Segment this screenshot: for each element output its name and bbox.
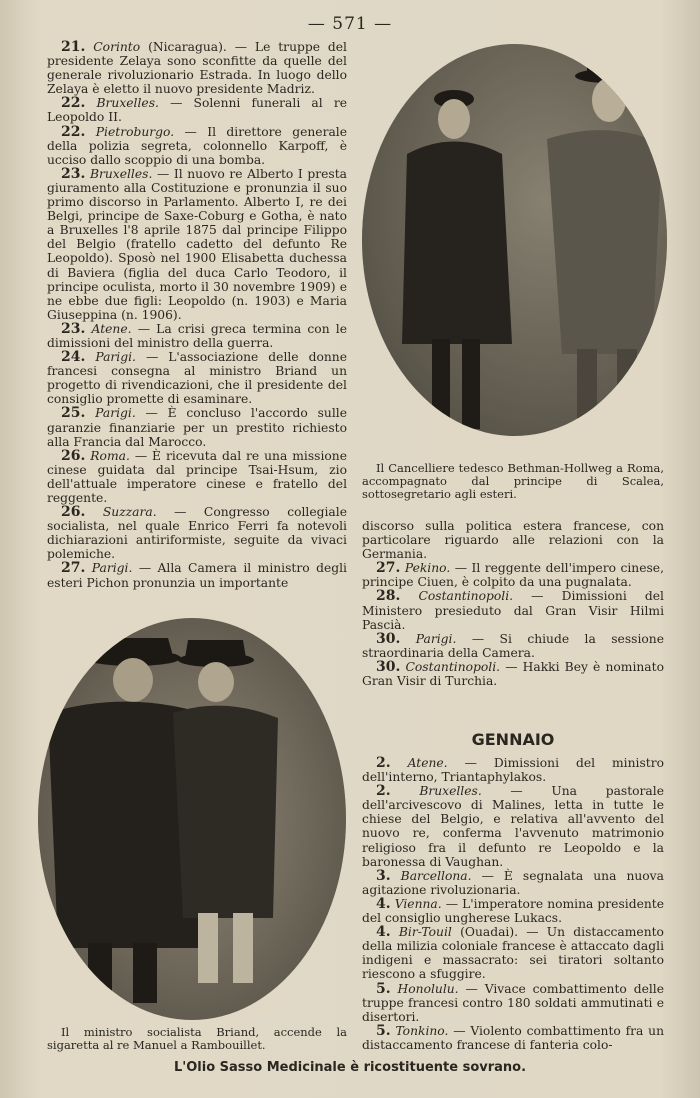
entry-text: — Violento combattimento fra un distaccamento francese di fanteria colo- xyxy=(362,1023,664,1052)
entry-date: 2. xyxy=(376,755,391,771)
entry-place: Suzzara. xyxy=(102,505,157,520)
entry-place: Tonkino. xyxy=(395,1023,449,1038)
entry xyxy=(362,756,664,784)
entry-place: Pietroburgo. xyxy=(95,124,175,139)
entry-place: Bir-Touil xyxy=(398,925,452,940)
entry xyxy=(362,589,664,631)
entry-text: — Il reggente dell'impero cinese, principe Ciuen, è colpito da una pugnalata. xyxy=(362,561,664,590)
footer-advertisement: L'Olio Sasso Medicinale è ricostituente sovrano. xyxy=(173,1060,527,1075)
entry-date: 4. xyxy=(376,895,391,912)
entry-place: Atene. xyxy=(407,756,448,770)
entry-text: — È ricevuta dal re una missione cinese guidata dal principe Tsai-Hsum, zio dell'attuale imperatore cinese e fratello del reggente. xyxy=(47,448,347,505)
entry-date: 24. xyxy=(61,349,86,366)
entry-place: Vienna. xyxy=(394,896,442,911)
entry-date: 28. xyxy=(376,588,401,605)
entry-date: 2. xyxy=(376,783,391,800)
entry-date: 21. xyxy=(61,39,86,55)
entry-place: Parigi. xyxy=(95,350,136,365)
entry-date: 27. xyxy=(61,560,86,577)
entry xyxy=(362,1024,664,1052)
entry xyxy=(47,406,347,448)
entry-date: 3. xyxy=(376,867,391,884)
entry-date: 5. xyxy=(376,980,391,997)
entry-text: — L'associazione delle donne francesi consegna al ministro Briand un progetto di rivendicazioni, che il presidente del consiglio promette di esaminare. xyxy=(47,350,347,407)
entry-date: 23. xyxy=(61,165,86,182)
entry xyxy=(47,125,347,167)
entry xyxy=(362,982,664,1024)
section-title-gennaio: GENNAIO xyxy=(471,730,555,749)
entry-place: Parigi. xyxy=(95,406,136,421)
entry xyxy=(362,869,664,897)
entry xyxy=(47,40,347,96)
entry-text: — Hakki Bey è nominato Gran Visir di Turchia. xyxy=(362,659,664,689)
right-column-gennaio xyxy=(362,756,664,1052)
entry-text: — È segnalata una nuova agitazione rivoluzionaria. xyxy=(362,868,664,897)
entry-text: — Una pastorale dell'arcivescovo di Malines, letta in tutte le chiese del Belgio, e relativa all'avvento del nuovo re, conferma l'avvenuto matrimonio religioso fra il defunto re Leopoldo e la baronessa di Vaughan. xyxy=(362,784,664,869)
entry-place: Bruxelles. xyxy=(419,784,482,799)
entry-text: (Ouadai). — Un distaccamento della milizia coloniale francese è attaccato dagli indigeni e massacrato: sei tiratori soltanto riescono a sfuggire. xyxy=(362,925,664,982)
entry xyxy=(47,96,347,124)
photo-figures-illustration xyxy=(362,44,667,436)
right-column-middle xyxy=(362,519,664,688)
photo-caption-bottom: Il ministro socialista Briand, accende la sigaretta al re Manuel a Rambouillet. xyxy=(47,1025,347,1052)
entry xyxy=(47,505,347,561)
entry xyxy=(362,784,664,869)
entry-text: — È concluso l'accordo sulle garanzie finanziarie per un prestito richiesto alla Francia dal Marocco. xyxy=(47,406,347,449)
entry-date: 23. xyxy=(61,320,86,337)
entry-place: Roma. xyxy=(90,448,130,463)
entry-text: — Il nuovo re Alberto I presta giuramento alla Costituzione e pronunzia il suo primo discorso in Parlamento. Alberto I, re dei Belgi, principe de Saxe-Coburg e Gotha, è nato a Bruxelles l'8 aprile 1875 dal principe Filippo del Belgio (fratello cadetto del defunto Re Leopoldo). Sposò nel 1900 Elisabetta duchessa di Baviera (figlia del duca Carlo Teodoro, il principe oculista, morto il 30 novembre 1909) e ne ebbe due figli: Leopoldo (n. 1903) e Maria Giuseppina (n. 1906). xyxy=(47,166,347,322)
entry-place: Parigi. xyxy=(91,561,133,576)
entry-date: 30. xyxy=(376,658,401,675)
page-number: — 571 — xyxy=(307,14,393,34)
entry-text: — Congresso collegiale socialista, nel quale Enrico Ferri fa notevoli dichiarazioni antiriformiste, seguite da vivaci polemiche. xyxy=(47,505,347,562)
entry xyxy=(47,167,347,322)
entry-place: Costantinopoli. xyxy=(418,589,514,604)
entry xyxy=(362,660,664,688)
entry-date: 4. xyxy=(376,924,391,941)
entry xyxy=(47,322,347,350)
entry-text: — Dimissioni del Ministero presieduto dal Gran Visir Hilmi Pascià. xyxy=(362,589,664,632)
entry xyxy=(47,561,347,589)
entry-text: — Si chiude la sessione straordinaria della Camera. xyxy=(362,631,664,660)
entry-place: Atene. xyxy=(91,321,132,336)
entry-date: 5. xyxy=(376,1022,391,1039)
entry-date: 26. xyxy=(61,504,86,521)
entry-date: 22. xyxy=(61,123,86,140)
entry-continuation: discorso sulla politica estera francese, con particolare riguardo alle relazioni con la Germania. xyxy=(362,519,664,562)
entry-text: — La crisi greca termina con le dimissioni del ministro della guerra. xyxy=(47,321,347,350)
entry xyxy=(47,350,347,406)
entry xyxy=(362,925,664,981)
photo-briand-manuel xyxy=(38,618,346,1020)
entry-place: Bruxelles. xyxy=(96,96,159,111)
entry-place: Honolulu. xyxy=(397,981,459,996)
entry-date: 26. xyxy=(61,447,86,464)
entry-place: Corinto xyxy=(93,40,141,54)
entry xyxy=(47,449,347,505)
entry-date: 30. xyxy=(376,630,401,647)
entry-place: Parigi. xyxy=(415,631,457,646)
entry-place: Costantinopoli. xyxy=(405,659,501,674)
entry-text: (Nicaragua). — Le truppe del presidente Zelaya sono sconfitte da quelle del generale rivoluzionario Estrada. In luogo dello Zelaya è eletto il nuovo presidente Madriz. xyxy=(47,40,347,97)
entry xyxy=(362,897,664,925)
entry xyxy=(362,561,664,589)
entry-place: Barcellona. xyxy=(400,868,472,883)
entry-date: 27. xyxy=(376,560,401,577)
entry-place: Bruxelles. xyxy=(89,166,153,181)
entry-text: — L'imperatore nomina presidente del consiglio ungherese Lukacs. xyxy=(362,896,664,926)
entry xyxy=(362,632,664,660)
entry-text: — Il direttore generale della polizia segreta, colonnello Karpoff, è ucciso dallo scoppio di una bomba. xyxy=(47,124,347,167)
entry-text: — Dimissioni del ministro dell'interno, Triantaphylakos. xyxy=(362,756,664,785)
left-column xyxy=(47,40,347,590)
entry-text: — Vivace combattimento delle truppe francesi contro 180 soldati ammutinati e disertori. xyxy=(362,981,664,1024)
entry-text: — Solenni funerali al re Leopoldo II. xyxy=(47,96,347,125)
entry-date: 25. xyxy=(61,405,86,422)
photo-caption-top: Il Cancelliere tedesco Bethman-Hollweg a Roma, accompagnato dal principe di Scalea, sottosegretario agli esteri. xyxy=(362,461,664,501)
photo-bethmann-hollweg xyxy=(362,44,667,436)
entry-date: 22. xyxy=(61,95,86,112)
photo-figures-illustration-2 xyxy=(38,618,346,1020)
entry-place: Pekino. xyxy=(404,561,451,576)
entry-text: — Alla Camera il ministro degli esteri Pichon pronunzia un importante xyxy=(47,561,347,590)
